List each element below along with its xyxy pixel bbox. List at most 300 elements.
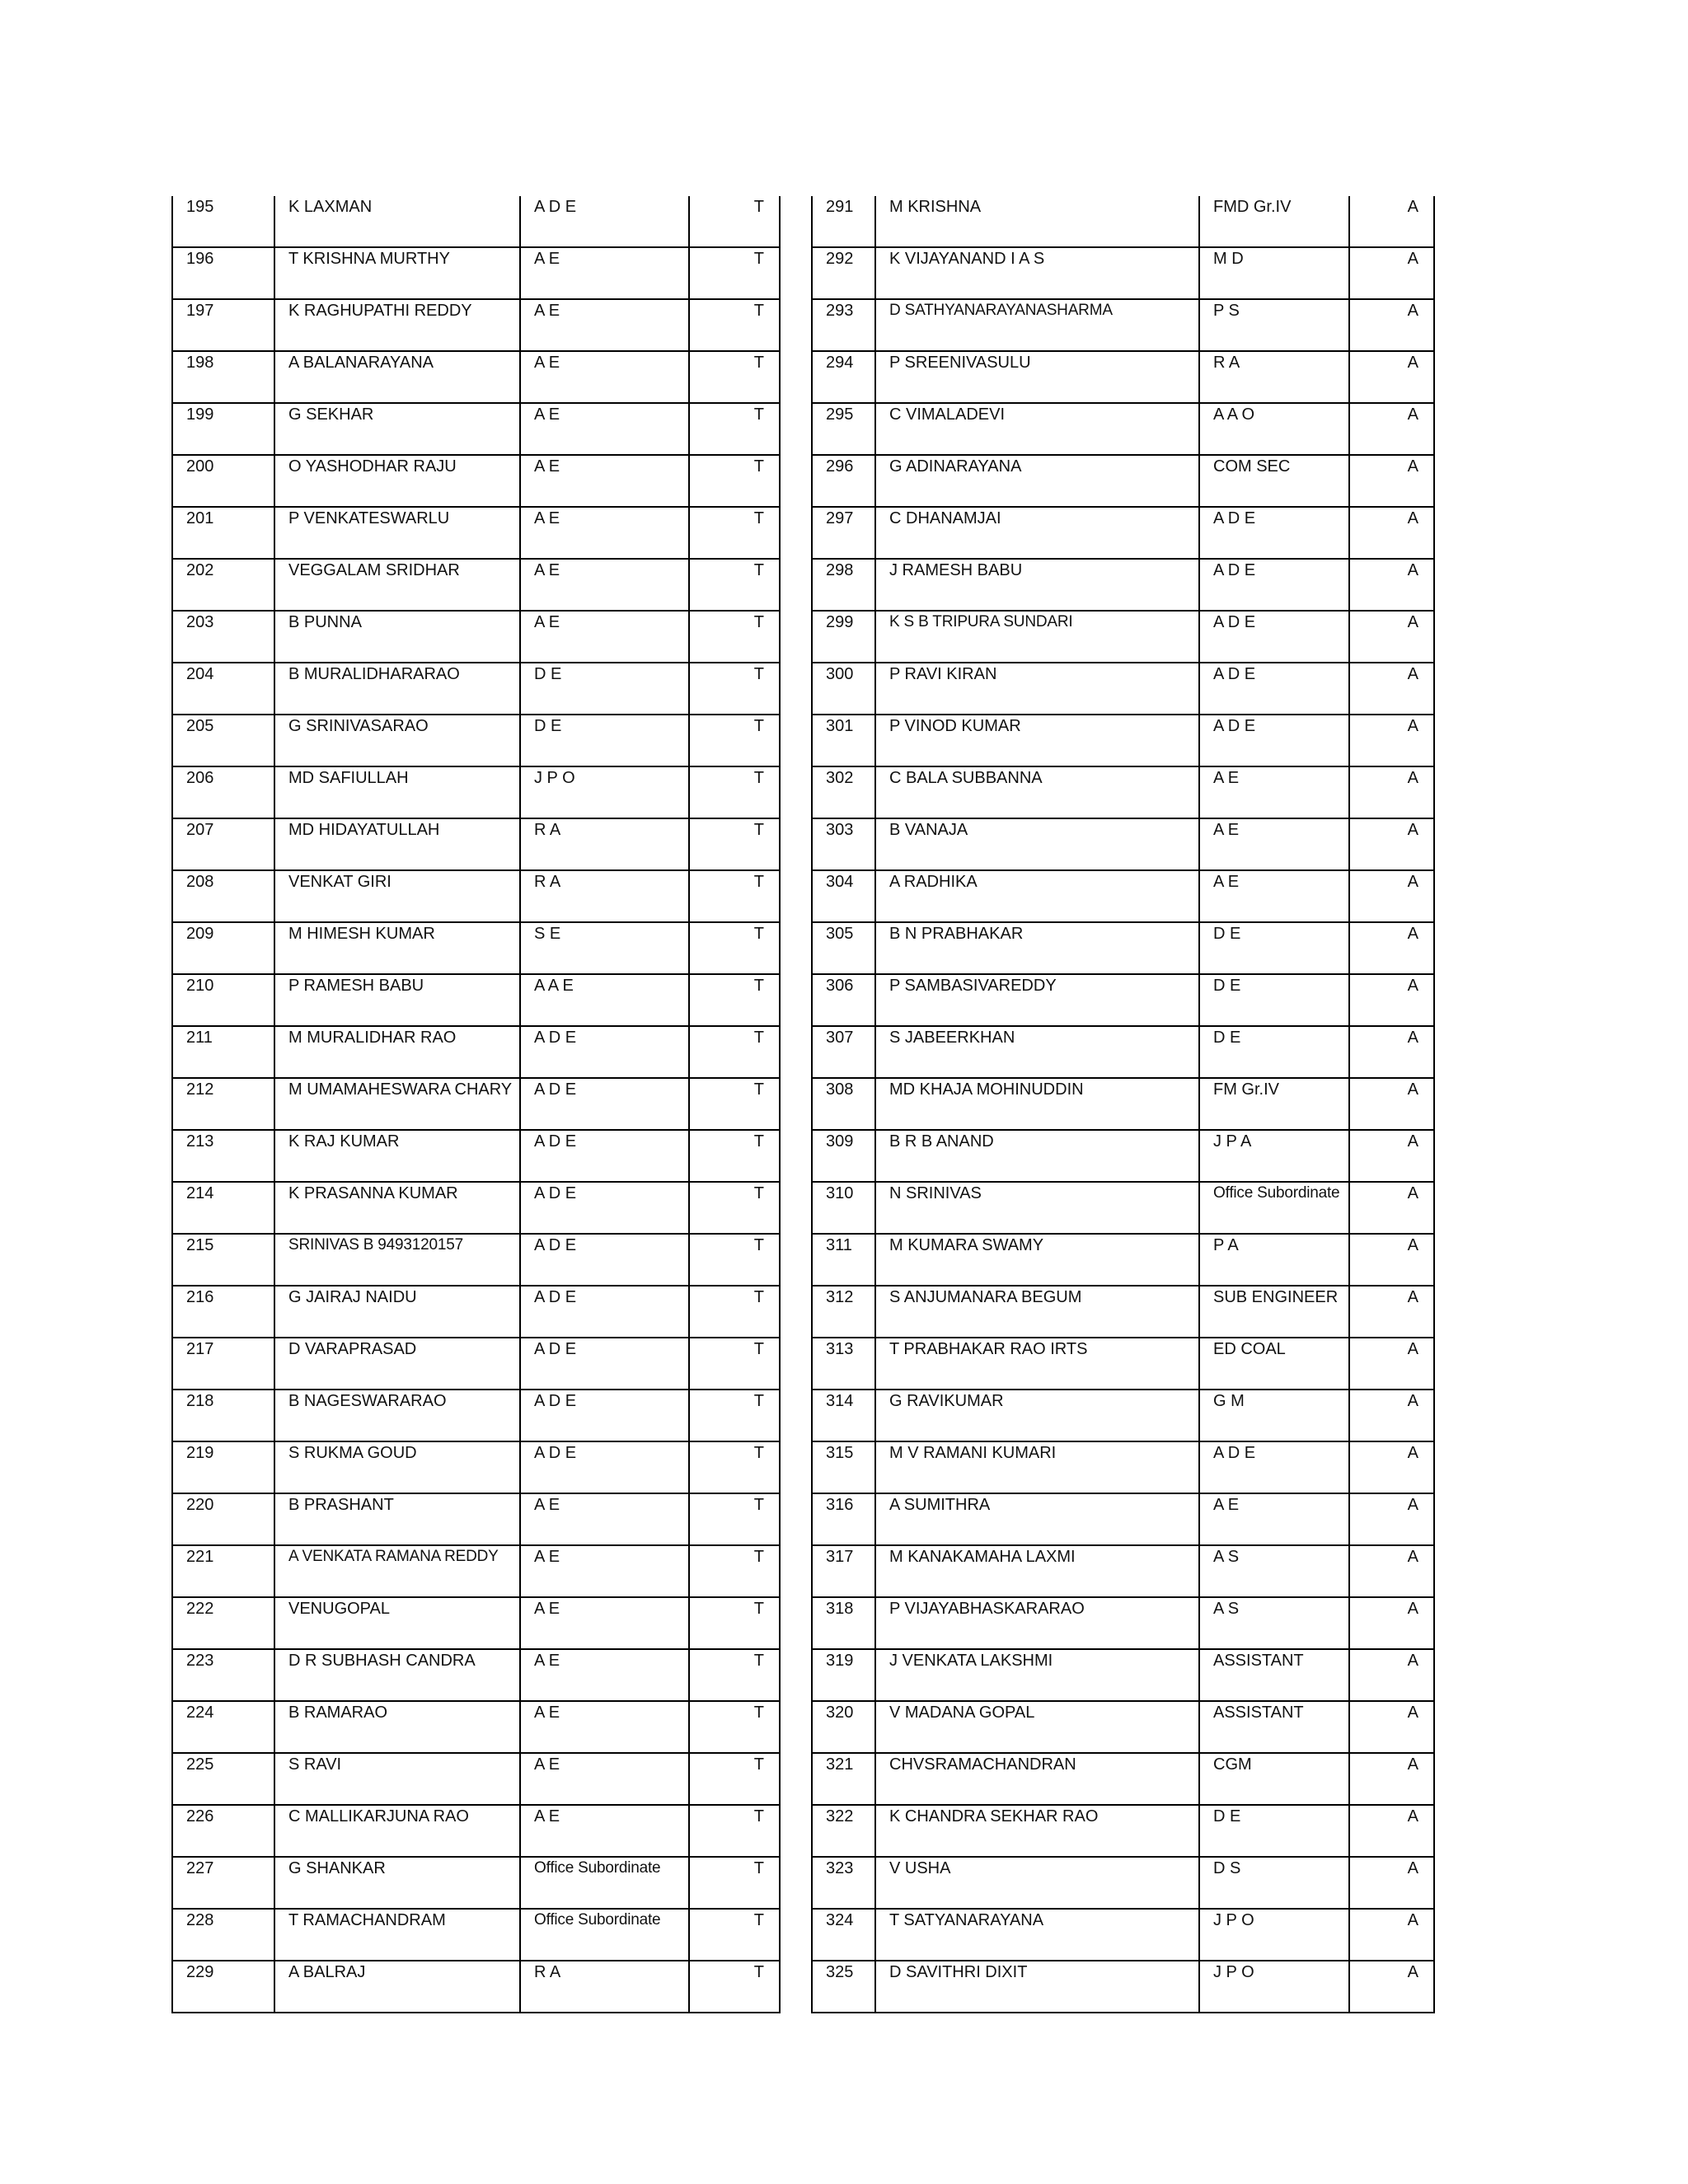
- row-number: 294: [812, 351, 875, 403]
- employee-name: B MURALIDHARARAO: [274, 663, 520, 715]
- status-code: T: [689, 1805, 780, 1857]
- status-code: A: [1349, 1390, 1434, 1441]
- table-row: [172, 611, 780, 663]
- table-row: [172, 1078, 780, 1130]
- row-number: 311: [812, 1234, 875, 1286]
- designation: A D E: [1199, 611, 1349, 663]
- designation: A D E: [1199, 507, 1349, 559]
- status-code: A: [1349, 663, 1434, 715]
- employee-name: K RAGHUPATHI REDDY: [274, 299, 520, 351]
- table-row: [812, 766, 1434, 818]
- row-number: 319: [812, 1649, 875, 1701]
- table-row: [172, 1026, 780, 1078]
- designation: A E: [520, 1545, 689, 1597]
- employee-name: D R SUBHASH CANDRA: [274, 1649, 520, 1701]
- status-code: T: [689, 247, 780, 299]
- status-code: A: [1349, 1130, 1434, 1182]
- designation: J P O: [1199, 1909, 1349, 1961]
- employee-name: S JABEERKHAN: [875, 1026, 1199, 1078]
- table-row: [172, 1857, 780, 1909]
- status-code: A: [1349, 1078, 1434, 1130]
- row-number: 215: [172, 1234, 274, 1286]
- designation: D E: [1199, 974, 1349, 1026]
- designation: A D E: [1199, 559, 1349, 611]
- status-code: A: [1349, 1701, 1434, 1753]
- designation: A E: [520, 299, 689, 351]
- employee-name: T KRISHNA MURTHY: [274, 247, 520, 299]
- table-row: [812, 1649, 1434, 1701]
- employee-name: M HIMESH KUMAR: [274, 922, 520, 974]
- employee-name: G SEKHAR: [274, 403, 520, 455]
- designation: A D E: [1199, 715, 1349, 766]
- row-number: 309: [812, 1130, 875, 1182]
- employee-name: P VIJAYABHASKARARAO: [875, 1597, 1199, 1649]
- designation: R A: [520, 818, 689, 870]
- designation: A D E: [520, 1078, 689, 1130]
- table-row: [172, 1961, 780, 2013]
- table-row: [812, 1130, 1434, 1182]
- employee-name: A BALANARAYANA: [274, 351, 520, 403]
- table-row: [812, 818, 1434, 870]
- status-code: A: [1349, 351, 1434, 403]
- status-code: A: [1349, 1805, 1434, 1857]
- row-number: 302: [812, 766, 875, 818]
- table-row: [812, 611, 1434, 663]
- employee-name: P SREENIVASULU: [875, 351, 1199, 403]
- designation: A E: [520, 247, 689, 299]
- table-row: [172, 1441, 780, 1493]
- status-code: A: [1349, 1909, 1434, 1961]
- employee-name: K RAJ KUMAR: [274, 1130, 520, 1182]
- row-number: 299: [812, 611, 875, 663]
- designation: J P O: [520, 766, 689, 818]
- designation: R A: [520, 1961, 689, 2013]
- status-code: A: [1349, 1597, 1434, 1649]
- table-row: [812, 1026, 1434, 1078]
- status-code: A: [1349, 455, 1434, 507]
- employee-name: G JAIRAJ NAIDU: [274, 1286, 520, 1338]
- employee-name: M KRISHNA: [875, 196, 1199, 247]
- row-number: 310: [812, 1182, 875, 1234]
- employee-name: T PRABHAKAR RAO IRTS: [875, 1338, 1199, 1390]
- table-row: [172, 1130, 780, 1182]
- table-row: [812, 715, 1434, 766]
- row-number: 196: [172, 247, 274, 299]
- row-number: 301: [812, 715, 875, 766]
- designation: J P O: [1199, 1961, 1349, 2013]
- row-number: 297: [812, 507, 875, 559]
- row-number: 226: [172, 1805, 274, 1857]
- designation: A A E: [520, 974, 689, 1026]
- status-code: T: [689, 1545, 780, 1597]
- row-number: 291: [812, 196, 875, 247]
- table-row: [812, 455, 1434, 507]
- table-row: [172, 974, 780, 1026]
- designation: ASSISTANT: [1199, 1701, 1349, 1753]
- row-number: 208: [172, 870, 274, 922]
- designation: ED COAL: [1199, 1338, 1349, 1390]
- row-number: 304: [812, 870, 875, 922]
- designation: FMD Gr.IV: [1199, 196, 1349, 247]
- employee-name: C DHANAMJAI: [875, 507, 1199, 559]
- row-number: 198: [172, 351, 274, 403]
- designation: D E: [520, 715, 689, 766]
- status-code: A: [1349, 611, 1434, 663]
- employee-name: MD HIDAYATULLAH: [274, 818, 520, 870]
- status-code: A: [1349, 1234, 1434, 1286]
- employee-name: O YASHODHAR RAJU: [274, 455, 520, 507]
- designation: Office Subordinate: [1199, 1182, 1349, 1234]
- status-code: A: [1349, 766, 1434, 818]
- status-code: T: [753, 1963, 764, 1981]
- employee-name: VENUGOPAL: [274, 1597, 520, 1649]
- employee-name: D SAVITHRI DIXIT: [875, 1961, 1199, 2013]
- employee-name: MD KHAJA MOHINUDDIN: [875, 1078, 1199, 1130]
- employee-name: A VENKATA RAMANA REDDY: [274, 1545, 520, 1597]
- table-row: [812, 403, 1434, 455]
- employee-name: D SATHYANARAYANASHARMA: [875, 299, 1199, 351]
- table-row: [172, 818, 780, 870]
- row-number: 316: [812, 1493, 875, 1545]
- table-row: [812, 1078, 1434, 1130]
- status-code: T: [689, 1649, 780, 1701]
- designation: P S: [1199, 299, 1349, 351]
- table-row: [812, 1441, 1434, 1493]
- employee-name: CHVSRAMACHANDRAN: [875, 1753, 1199, 1805]
- row-number: 228: [172, 1909, 274, 1961]
- status-code: T: [689, 1286, 780, 1338]
- employee-name: V MADANA GOPAL: [875, 1701, 1199, 1753]
- row-number: 324: [812, 1909, 875, 1961]
- designation: A E: [520, 1493, 689, 1545]
- row-number: 303: [812, 818, 875, 870]
- row-number: 212: [172, 1078, 274, 1130]
- employee-name: B RAMARAO: [274, 1701, 520, 1753]
- employee-name: A SUMITHRA: [875, 1493, 1199, 1545]
- table-row: [812, 1545, 1434, 1597]
- table-row: [172, 1701, 780, 1753]
- status-code: A: [1349, 1026, 1434, 1078]
- designation: A D E: [1199, 663, 1349, 715]
- row-number: 197: [172, 299, 274, 351]
- status-code: T: [689, 870, 780, 922]
- employee-name: M UMAMAHESWARA CHARY: [274, 1078, 520, 1130]
- table-row: [172, 1909, 780, 1961]
- employee-name: P VENKATESWARLU: [274, 507, 520, 559]
- employee-name: M V RAMANI KUMARI: [875, 1441, 1199, 1493]
- designation: A D E: [1199, 1441, 1349, 1493]
- table-row: [172, 299, 780, 351]
- table-row: [812, 870, 1434, 922]
- row-number: 320: [812, 1701, 875, 1753]
- designation: A S: [1199, 1545, 1349, 1597]
- designation: P A: [1199, 1234, 1349, 1286]
- table-row: [172, 766, 780, 818]
- designation: A D E: [520, 1130, 689, 1182]
- status-code: A: [1349, 715, 1434, 766]
- row-number: 210: [172, 974, 274, 1026]
- designation: A A O: [1199, 403, 1349, 455]
- table-row: [812, 1701, 1434, 1753]
- status-code: A: [1349, 1649, 1434, 1701]
- designation: G M: [1199, 1390, 1349, 1441]
- row-number: 209: [172, 922, 274, 974]
- employee-name: S ANJUMANARA BEGUM: [875, 1286, 1199, 1338]
- employee-name: C MALLIKARJUNA RAO: [274, 1805, 520, 1857]
- designation: A E: [1199, 818, 1349, 870]
- employee-name: K VIJAYANAND I A S: [875, 247, 1199, 299]
- employee-name: K S B TRIPURA SUNDARI: [875, 611, 1199, 663]
- status-code: A: [1349, 1857, 1434, 1909]
- status-code: A: [1349, 870, 1434, 922]
- status-code: A: [1349, 1493, 1434, 1545]
- row-number: 295: [812, 403, 875, 455]
- status-code: A: [1349, 247, 1434, 299]
- designation: A D E: [520, 196, 689, 247]
- employee-name: J VENKATA LAKSHMI: [875, 1649, 1199, 1701]
- employee-name: K LAXMAN: [274, 196, 520, 247]
- designation: A D E: [520, 1441, 689, 1493]
- employee-name: J RAMESH BABU: [875, 559, 1199, 611]
- row-number: 214: [172, 1182, 274, 1234]
- table-row: [812, 1338, 1434, 1390]
- employee-name: SRINIVAS B 9493120157: [274, 1234, 520, 1286]
- designation: A E: [520, 1649, 689, 1701]
- table-row: [812, 1857, 1434, 1909]
- status-code: T: [689, 1078, 780, 1130]
- designation: R A: [1199, 351, 1349, 403]
- designation: A E: [1199, 870, 1349, 922]
- employee-name: B R B ANAND: [875, 1130, 1199, 1182]
- status-code: T: [689, 1182, 780, 1234]
- designation: A E: [1199, 766, 1349, 818]
- designation: A E: [520, 1597, 689, 1649]
- employee-name: T SATYANARAYANA: [875, 1909, 1199, 1961]
- employee-name: S RAVI: [274, 1753, 520, 1805]
- table-row: [172, 922, 780, 974]
- table-row: [172, 196, 780, 247]
- employee-name: M MURALIDHAR RAO: [274, 1026, 520, 1078]
- designation: A D E: [520, 1390, 689, 1441]
- designation: D E: [1199, 1026, 1349, 1078]
- designation: A D E: [520, 1234, 689, 1286]
- status-code: T: [689, 766, 780, 818]
- row-number: 217: [172, 1338, 274, 1390]
- row-number: 293: [812, 299, 875, 351]
- status-code: A: [1349, 1545, 1434, 1597]
- employee-name: P SAMBASIVAREDDY: [875, 974, 1199, 1026]
- row-number: 312: [812, 1286, 875, 1338]
- row-number: 308: [812, 1078, 875, 1130]
- designation: Office Subordinate: [520, 1857, 689, 1909]
- table-row: [812, 1493, 1434, 1545]
- employee-name: N SRINIVAS: [875, 1182, 1199, 1234]
- status-code: T: [689, 715, 780, 766]
- designation: J P A: [1199, 1130, 1349, 1182]
- left-table: [171, 196, 781, 2013]
- status-code: A: [1349, 1286, 1434, 1338]
- row-number: 305: [812, 922, 875, 974]
- table-row: [172, 1234, 780, 1286]
- designation: A D E: [520, 1182, 689, 1234]
- row-number: 207: [172, 818, 274, 870]
- employee-name: B PUNNA: [274, 611, 520, 663]
- designation: A D E: [520, 1286, 689, 1338]
- status-code: T: [689, 196, 780, 247]
- table-row: [172, 1338, 780, 1390]
- table-row: [172, 1545, 780, 1597]
- employee-name: G SRINIVASARAO: [274, 715, 520, 766]
- status-code: T: [689, 1441, 780, 1493]
- table-row: [172, 507, 780, 559]
- table-row: [812, 1805, 1434, 1857]
- row-number: 206: [172, 766, 274, 818]
- row-number: 314: [812, 1390, 875, 1441]
- designation: S E: [520, 922, 689, 974]
- employee-name: P VINOD KUMAR: [875, 715, 1199, 766]
- row-number: 220: [172, 1493, 274, 1545]
- status-code: T: [689, 1493, 780, 1545]
- table-row: [812, 1597, 1434, 1649]
- row-number: 211: [172, 1026, 274, 1078]
- table-row: [172, 1286, 780, 1338]
- status-code: A: [1349, 507, 1434, 559]
- row-number: 300: [812, 663, 875, 715]
- employee-name: D VARAPRASAD: [274, 1338, 520, 1390]
- row-number: 222: [172, 1597, 274, 1649]
- employee-name: A BALRAJ: [274, 1961, 520, 2013]
- status-code: A: [1349, 1182, 1434, 1234]
- designation: A E: [520, 403, 689, 455]
- status-code: T: [689, 1857, 780, 1909]
- row-number: 216: [172, 1286, 274, 1338]
- designation: D S: [1199, 1857, 1349, 1909]
- table-row: [812, 663, 1434, 715]
- employee-name: B VANAJA: [875, 818, 1199, 870]
- status-code: A: [1349, 974, 1434, 1026]
- table-row: [172, 1182, 780, 1234]
- status-code: T: [689, 1130, 780, 1182]
- status-code: T: [689, 1338, 780, 1390]
- table-row: [812, 351, 1434, 403]
- employee-name: K PRASANNA KUMAR: [274, 1182, 520, 1234]
- table-row: [172, 1390, 780, 1441]
- table-row: [812, 1234, 1434, 1286]
- designation: FM Gr.IV: [1199, 1078, 1349, 1130]
- table-row: [172, 559, 780, 611]
- table-row: [812, 196, 1434, 247]
- employee-name: S RUKMA GOUD: [274, 1441, 520, 1493]
- row-number: 219: [172, 1441, 274, 1493]
- designation: A E: [520, 1805, 689, 1857]
- row-number: 227: [172, 1857, 274, 1909]
- table-row: [812, 1909, 1434, 1961]
- table-row: [172, 247, 780, 299]
- row-number: 202: [172, 559, 274, 611]
- row-number: 224: [172, 1701, 274, 1753]
- status-code: T: [689, 974, 780, 1026]
- row-number: 204: [172, 663, 274, 715]
- status-code: T: [689, 1597, 780, 1649]
- employee-name: VEGGALAM SRIDHAR: [274, 559, 520, 611]
- table-row: [172, 1597, 780, 1649]
- designation: A E: [520, 351, 689, 403]
- table-row: [812, 1753, 1434, 1805]
- row-number: 203: [172, 611, 274, 663]
- employee-name: V USHA: [875, 1857, 1199, 1909]
- table-row: [172, 1753, 780, 1805]
- employee-name: B PRASHANT: [274, 1493, 520, 1545]
- row-number: 318: [812, 1597, 875, 1649]
- row-number: 322: [812, 1805, 875, 1857]
- table-row: [812, 1182, 1434, 1234]
- table-row: [812, 1286, 1434, 1338]
- designation: A E: [520, 611, 689, 663]
- employee-name: P RAVI KIRAN: [875, 663, 1199, 715]
- employee-name: B NAGESWARARAO: [274, 1390, 520, 1441]
- row-number: 199: [172, 403, 274, 455]
- employee-name: B N PRABHAKAR: [875, 922, 1199, 974]
- status-code: T: [689, 299, 780, 351]
- employee-name: K CHANDRA SEKHAR RAO: [875, 1805, 1199, 1857]
- employee-name: P RAMESH BABU: [274, 974, 520, 1026]
- status-code: A: [1349, 403, 1434, 455]
- row-number: 317: [812, 1545, 875, 1597]
- row-number: 218: [172, 1390, 274, 1441]
- status-code: T: [689, 559, 780, 611]
- row-number: 195: [172, 196, 274, 247]
- designation: A E: [520, 1753, 689, 1805]
- status-code: A: [1349, 922, 1434, 974]
- status-code: A: [1349, 299, 1434, 351]
- designation: A D E: [520, 1338, 689, 1390]
- status-code: A: [1349, 196, 1434, 247]
- designation: A D E: [520, 1026, 689, 1078]
- designation: D E: [1199, 922, 1349, 974]
- status-code: T: [689, 922, 780, 974]
- designation: SUB ENGINEER: [1199, 1286, 1349, 1338]
- employee-name: G SHANKAR: [274, 1857, 520, 1909]
- table-row: [812, 974, 1434, 1026]
- status-code: T: [689, 403, 780, 455]
- status-code: T: [689, 507, 780, 559]
- row-number: 313: [812, 1338, 875, 1390]
- row-number: 307: [812, 1026, 875, 1078]
- status-code: T: [689, 351, 780, 403]
- designation: COM SEC: [1199, 455, 1349, 507]
- designation: D E: [520, 663, 689, 715]
- designation: A E: [1199, 1493, 1349, 1545]
- table-row: [172, 403, 780, 455]
- employee-name: M KUMARA SWAMY: [875, 1234, 1199, 1286]
- table-row: [812, 507, 1434, 559]
- table-row: [172, 715, 780, 766]
- status-code: T: [689, 1234, 780, 1286]
- row-number: 201: [172, 507, 274, 559]
- row-number: 229: [172, 1961, 274, 2013]
- table-row: [172, 455, 780, 507]
- designation: D E: [1199, 1805, 1349, 1857]
- row-number: 296: [812, 455, 875, 507]
- employee-name: G RAVIKUMAR: [875, 1390, 1199, 1441]
- status-code: T: [689, 611, 780, 663]
- employee-name: T RAMACHANDRAM: [274, 1909, 520, 1961]
- row-number: 213: [172, 1130, 274, 1182]
- employee-name: C BALA SUBBANNA: [875, 766, 1199, 818]
- table-row: [812, 559, 1434, 611]
- status-code: A: [1349, 559, 1434, 611]
- table-row: [172, 1493, 780, 1545]
